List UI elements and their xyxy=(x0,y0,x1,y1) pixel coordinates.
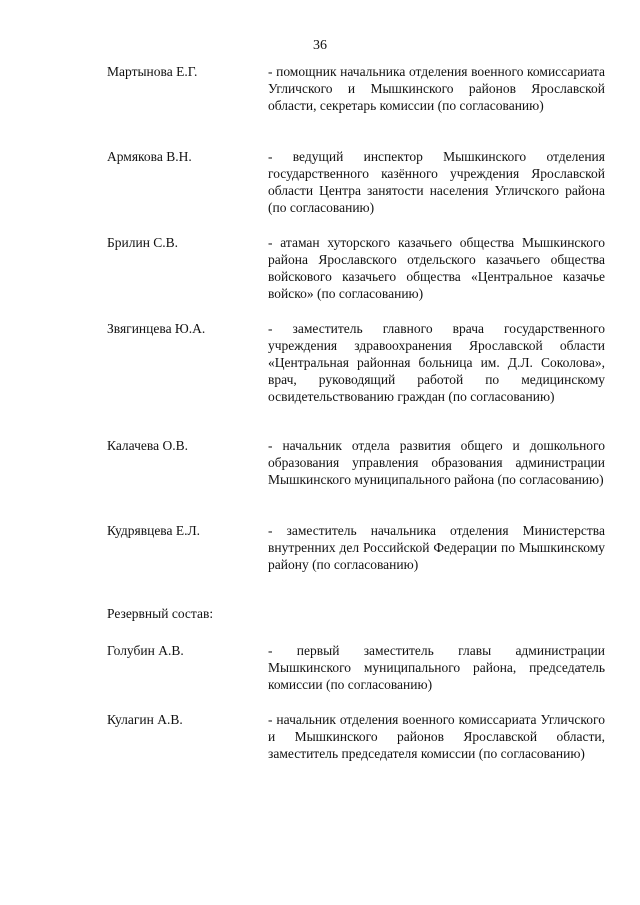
member-description: - начальник отделения военного комиссариата Угличского и Мышкинского районов Ярославской области, заместитель председателя комиссии (по согласованию) xyxy=(268,712,605,761)
member-description: - заместитель главного врача государственного учреждения здравоохранения Ярославской области «Центральная районная больница им. Д.Л. Соколова», врач, руководящий работой по медицинскому освидетельствованию граждан (по согласованию) xyxy=(268,321,605,404)
member-name: Калачева О.В. xyxy=(107,438,188,453)
member-name: Армякова В.Н. xyxy=(107,149,192,164)
reserve-heading: Резервный состав: xyxy=(107,606,214,621)
member-name: Брилин С.В. xyxy=(107,235,179,250)
member-description: - помощник начальника отделения военного комиссариата Угличского и Мышкинского районов Ярославской области, секретарь комиссии (по согласованию) xyxy=(268,64,605,113)
member-name: Кулагин А.В. xyxy=(107,712,183,727)
member-name: Мартынова Е.Г. xyxy=(107,64,198,79)
member-name: Кудрявцева Е.Л. xyxy=(107,523,201,538)
member-description: - первый заместитель главы администрации Мышкинского муниципального района, председатель комиссии (по согласованию) xyxy=(268,643,605,692)
member-name: Голубин А.В. xyxy=(107,643,184,658)
member-description: - заместитель начальника отделения Министерства внутренних дел Российской Федерации по Мышкинскому району (по согласованию) xyxy=(268,523,605,572)
member-description: - начальник отдела развития общего и дошкольного образования управления образования администрации Мышкинского муниципального района (по согласованию) xyxy=(268,438,605,487)
member-name: Звягинцева Ю.А. xyxy=(107,321,206,336)
member-description: - атаман хуторского казачьего общества Мышкинского района Ярославского отдельского казачьего общества войскового казачьего общества «Центральное казачье войско» (по согласованию) xyxy=(268,235,605,301)
member-description: - ведущий инспектор Мышкинского отделения государственного казённого учреждения Ярославской области Центра занятости населения Угличского района (по согласованию) xyxy=(268,149,605,215)
page-number: 36 xyxy=(313,38,327,53)
